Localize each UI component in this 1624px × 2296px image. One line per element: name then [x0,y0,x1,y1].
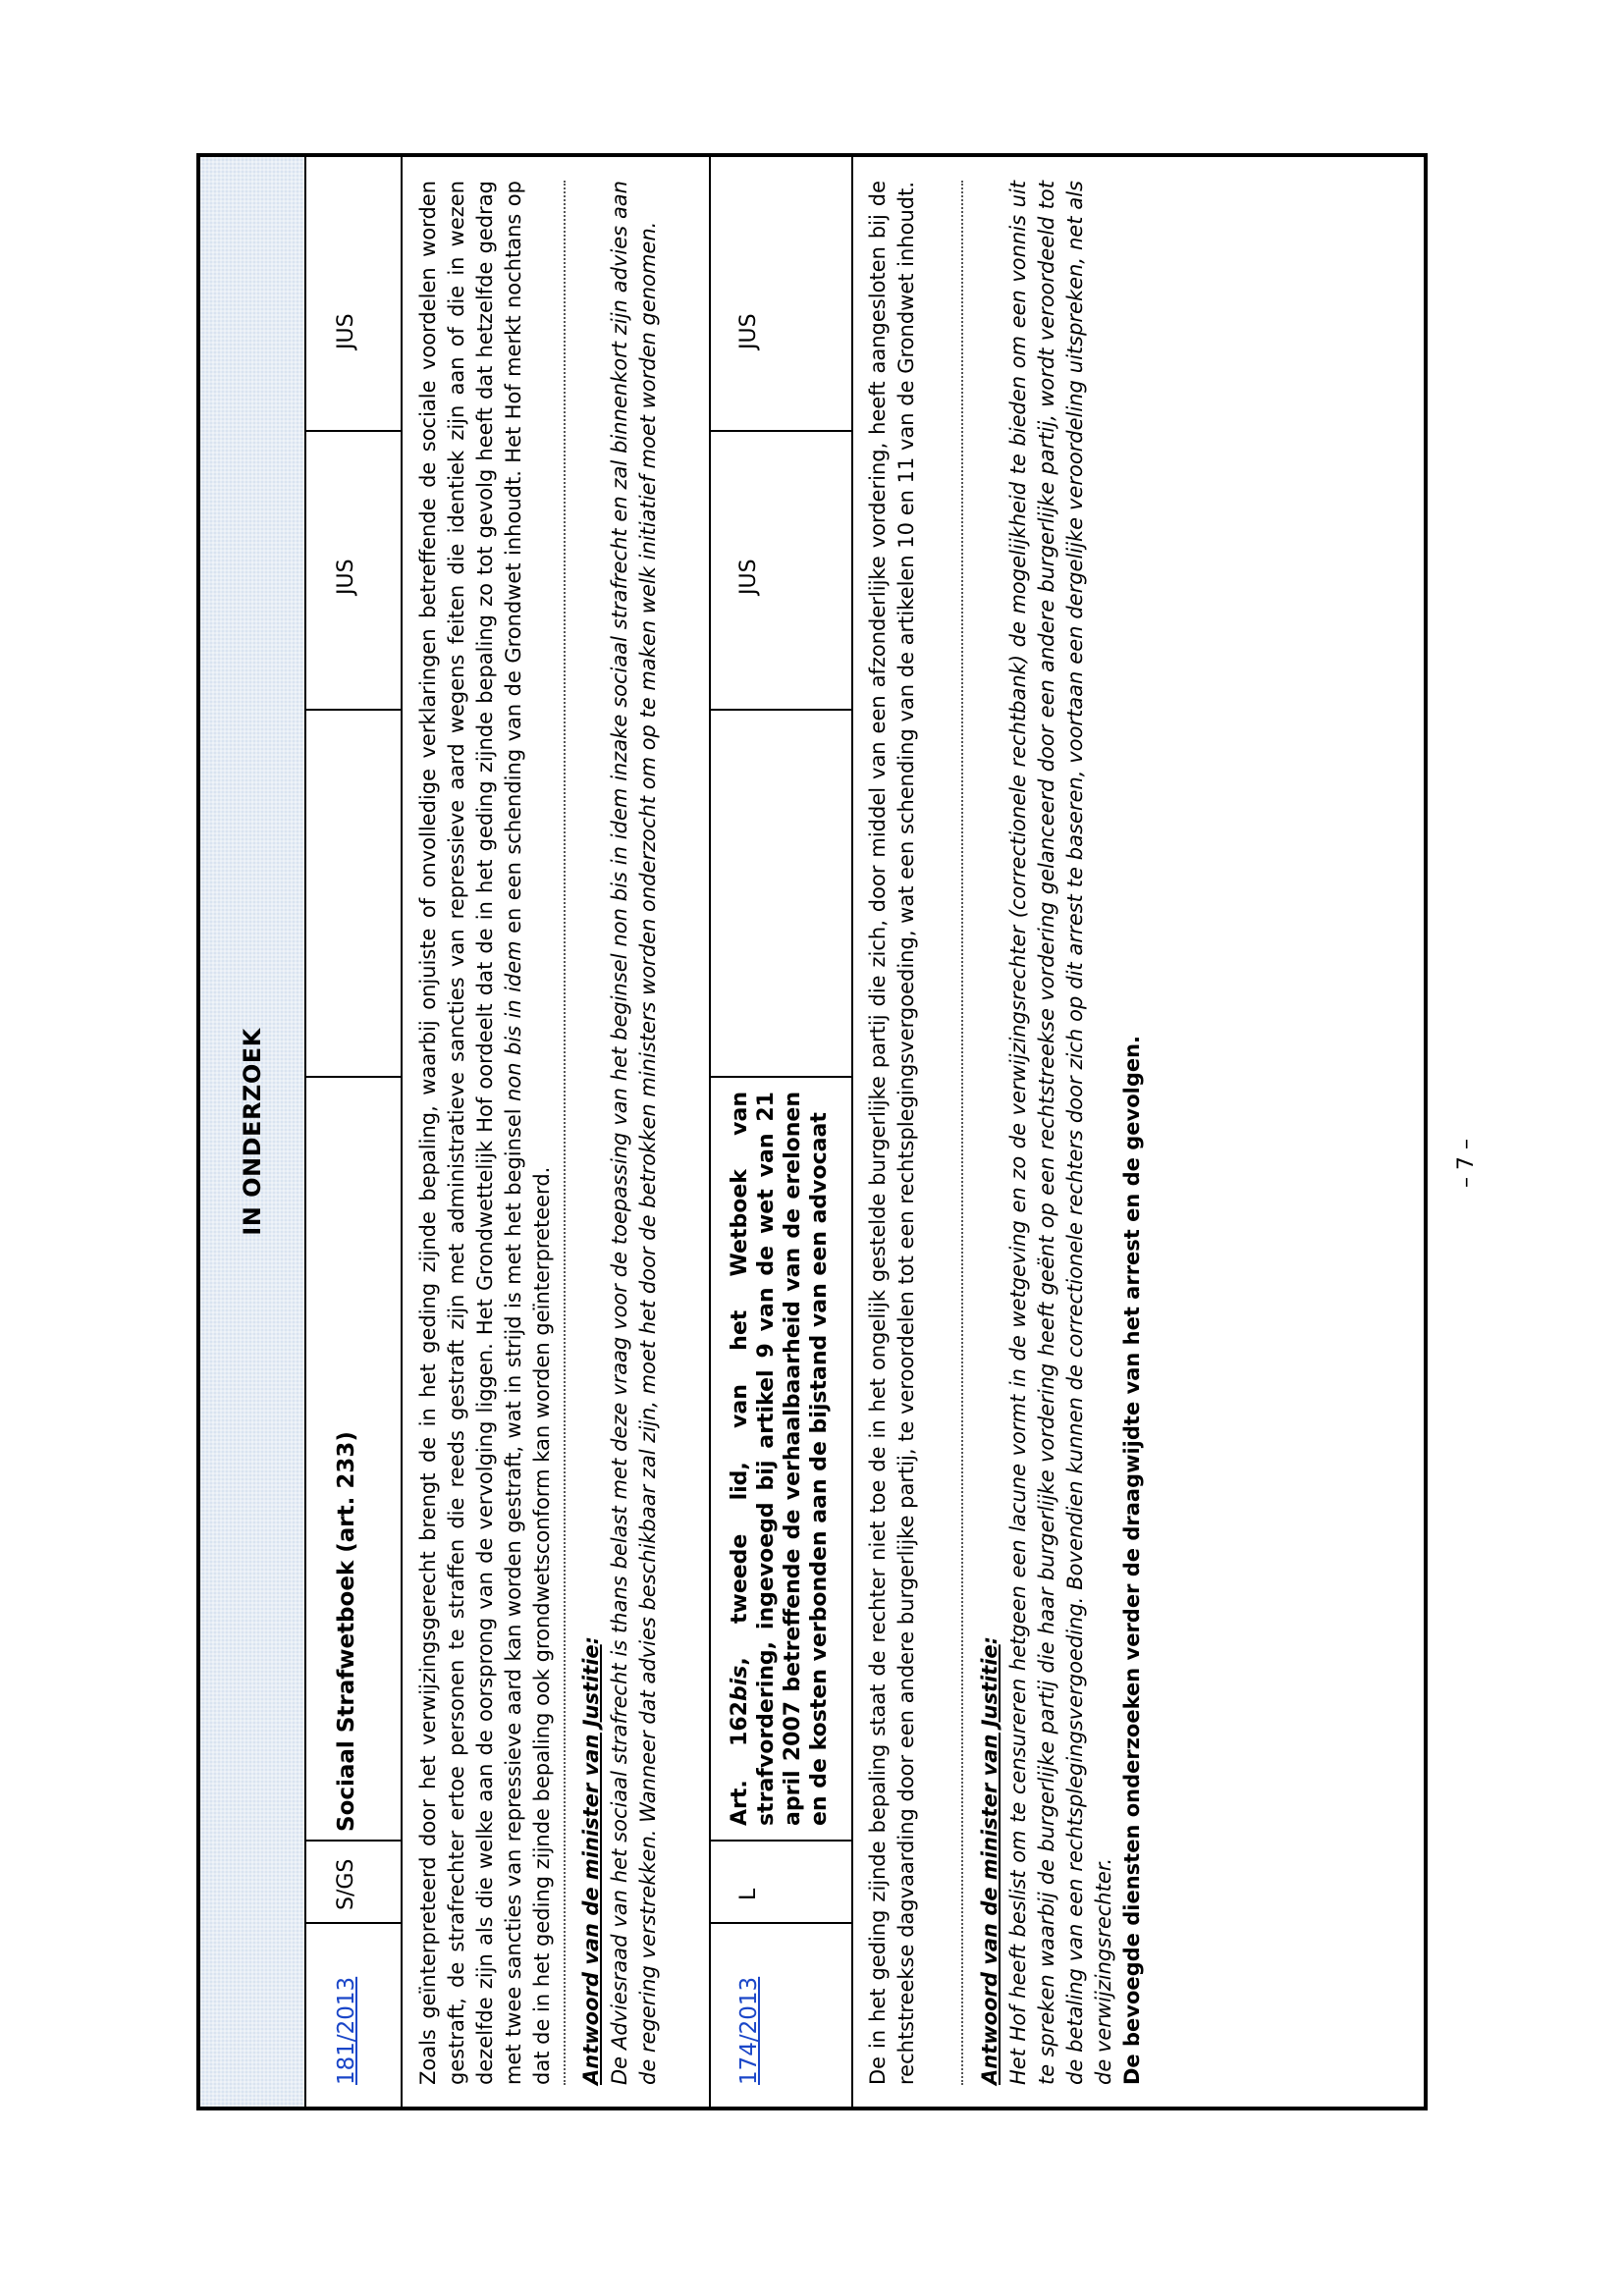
entry1-meta-row [304,157,401,2107]
entry2-col-c: JUS [736,313,761,349]
entry2-ref-link[interactable]: 174/2013 [736,1976,762,2085]
page-number: – 7 – [1453,1139,1479,1188]
entry2-type: L [736,1888,761,1900]
entry2-divider [961,181,963,2085]
entry2-answer-text: Het Hof heeft beslist om te censureren hetgeen een lacune vormt in de wetgeving en zo de verwijzingsrechter (correctionele rechtbank) de mogelijkheid te bieden om een vonnis uit te spreken waarbij de burgerlijke partij die haar burgerlijke vordering heeft geënt op een rechtstreekse vordering gelanceerd door een andere burgerlijke partij, wordt veroordeeld tot de betaling van een rechtsplegingsvergoeding. Bovendien kunnen de correctionele rechters door zich op dit arrest te baseren, voortaan een dergelijke veroordeling uitspreken, net als de verwijzingsrechter. [1006,181,1115,2085]
entry1-divider [564,181,566,2085]
entry2-col-a [709,889,851,997]
entry1-body: Zoals geïnterpreteerd door het verwijzingsgerecht brengt de in het geding zijnde bepaling, waarbij onjuiste of onvolledige verklaringen betreffende de sociale voordelen worden gestraft, de strafrechter ertoe personen te straffen die reeds gestraft zijn met administratieve sancties van repressieve aard wegens feiten die identiek zijn aan of die in wezen dezelfde zijn als die welke aan de oorsprong van de vervolging liggen. Het Grondwettelijk Hof oordeelt dat de in het geding zijnde bepaling zo tot gevolg heeft dat hetzelfde gedrag met twee sancties van repressieve aard kan worden gestraft, wat in strijd is met het beginsel non bis in idem en een schending van de Grondwet inhoudt. Het Hof merkt nochtans op dat de in het geding zijnde bepaling ook grondwetsconform kan worden geïnterpreteerd. [416,181,554,2085]
entry1-type: S/GS [334,1858,358,1910]
rotated-page [196,157,1424,2110]
entry2-col-b: JUS [736,559,761,595]
entry1-col-a [304,889,401,997]
entry1-body-italic: non bis in idem [502,940,525,1101]
entry1-answer-text: De Adviesraad van het sociaal strafrecht is thans belast met deze vraag voor de toepassing van het beginsel non bis in idem inzake sociaal strafrecht en zal binnenkort zijn advies aan de regering verstrekken. Wanneer dat advies beschikbaar zal zijn, moet het door de betrokken ministers worden onderzocht om op te maken welk initiatief moet worden genomen. [608,181,660,2085]
entry2-answer-heading: Antwoord van de minister van Justitie [978,1644,1001,2085]
entry2-meta-row [709,157,851,2107]
entry2-conclusion: De bevoegde diensten onderzoeken verder de draagwijdte van het arrest en de gevolgen. [1120,1035,1144,2085]
entry2-answer: Antwoord van de minister van Justitie: Het Hof heeft beslist om te censureren hetgeen een lacune vormt in de wetgeving en zo de verwijzingsrechter (correctionele rechtbank) de mogelijkheid te bieden om een vonnis uit te spreken waarbij de burgerlijke partij die haar burgerlijke vordering heeft geënt op een rechtstreekse vordering gelanceerd door een andere burgerlijke partij, wordt veroordeeld tot de betaling van een rechtsplegingsvergoeding. Bovendien kunnen de correctionele rechters door zich op dit arrest te baseren, voortaan een dergelijke veroordeling uitspreken, net als de verwijzingsrechter. De bevoegde diensten onderzoeken verder de draagwijdte van het arrest en de gevolgen. [978,181,1144,2085]
entry1-subject: Sociaal Strafwetboek (art. 233) [334,1431,359,1832]
report-table [196,153,1428,2110]
entry1-ref-link[interactable]: 181/2013 [334,1976,359,2085]
section-title: IN ONDERZOEK [239,1028,266,1236]
entry1-col-b: JUS [334,559,358,595]
entry2-subject: Art. 162bis, tweede lid, van het Wetboek van strafvordering, ingevoegd bij artikel 9 van de wet van 21 april 2007 betreffende de verhaalbaarheid van de erelonen en de kosten verbonden aan de bijstand van een advocaat [728,1092,832,1826]
entry1-answer: Antwoord van de minister van Justitie: De Adviesraad van het sociaal strafrecht is thans belast met deze vraag voor de toepassing van het beginsel non bis in idem inzake sociaal strafrecht en zal binnenkort zijn advies aan de regering verstrekken. Wanneer dat advies beschikbaar zal zijn, moet het door de betrokken ministers worden onderzocht om op te maken welk initiatief moet worden genomen. [579,181,660,2085]
table-header [200,157,306,2107]
entry1-answer-heading: Antwoord van de minister van Justitie [579,1644,603,2085]
entry2-body: De in het geding zijnde bepaling staat de rechter niet toe de in het ongelijk gestelde burgerlijke partij die zich, door middel van een afzonderlijke vordering, heeft aangesloten bij de rechtstreekse dagvaarding door een andere burgerlijke partij, te veroordelen tot een rechtsplegingsvergoeding, wat een schending van de artikelen 10 en 11 van de Grondwet inhoudt. [866,181,918,2085]
entry1-col-c: JUS [334,313,358,349]
